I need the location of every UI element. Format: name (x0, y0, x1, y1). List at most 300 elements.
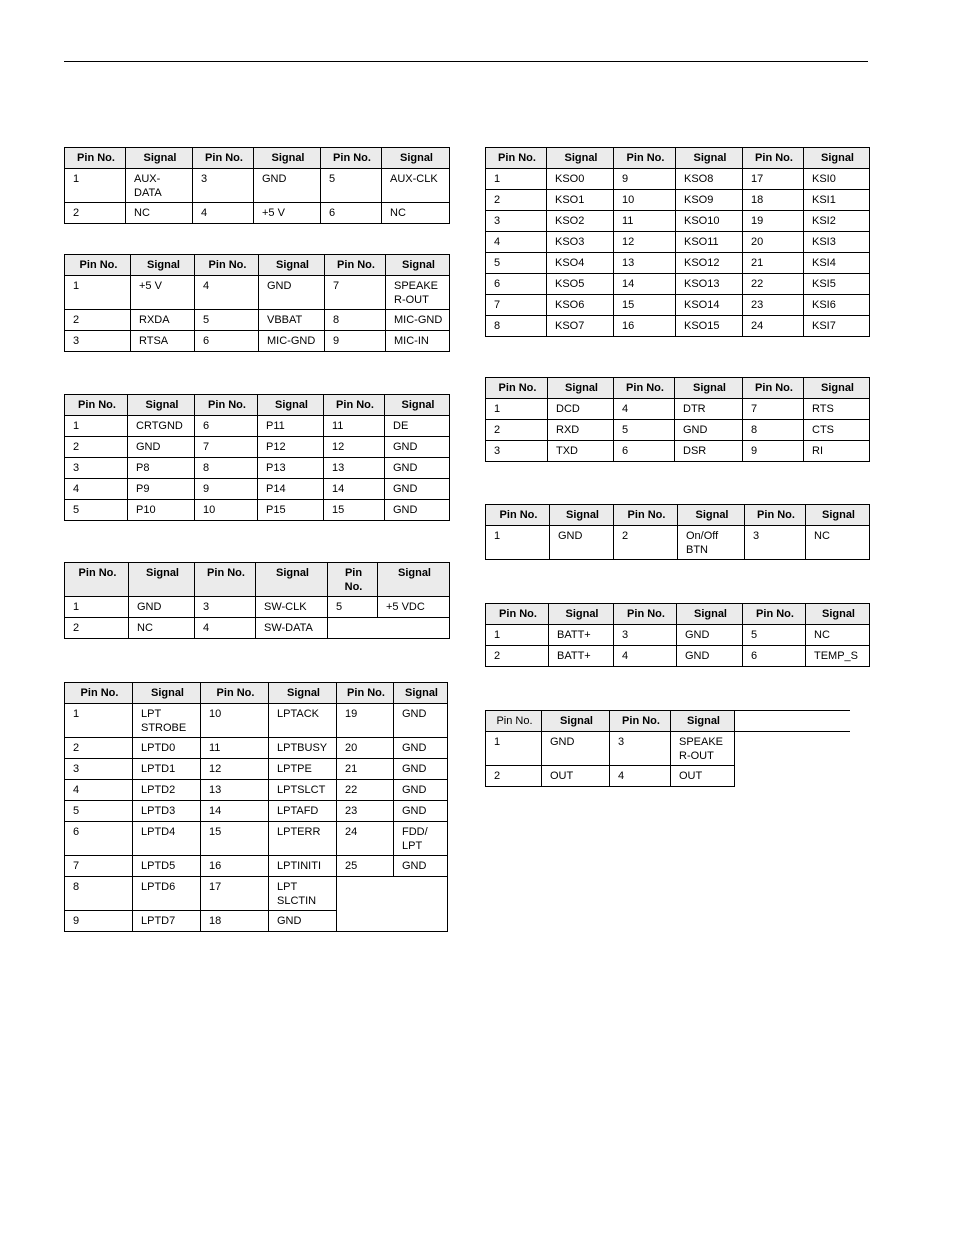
empty-cell (337, 877, 448, 932)
table-cell: 6 (195, 416, 258, 437)
table-cell: KSO7 (547, 316, 614, 337)
table-cell: 4 (65, 479, 128, 500)
table-cell: 9 (743, 441, 804, 462)
table-cell: SPEAKER-OUT (386, 276, 450, 310)
header-cell: Signal (385, 395, 450, 416)
table-cell: GND (128, 437, 195, 458)
table-cell: 6 (743, 646, 806, 667)
table-cell: CTS (804, 420, 870, 441)
table-row (65, 331, 450, 352)
table-cell: 11 (324, 416, 385, 437)
table-cell: P11 (258, 416, 324, 437)
table-cell: 3 (195, 597, 256, 618)
table-cell: 14 (201, 801, 269, 822)
table-cell: 10 (195, 500, 258, 521)
table-cell: LPTINITI (269, 856, 337, 877)
table-cell: 5 (195, 310, 259, 331)
table-cell: 15 (614, 295, 676, 316)
table-cell: DE (385, 416, 450, 437)
table-cell: 19 (743, 211, 804, 232)
table-cell: GND (269, 911, 337, 932)
table-cell: AUX-DATA (126, 169, 193, 203)
table-cell: 21 (743, 253, 804, 274)
table-cell: TEMP_S (806, 646, 870, 667)
table-cell: 14 (324, 479, 385, 500)
header-cell: Pin No. (486, 378, 548, 399)
header-cell: Signal (678, 505, 745, 526)
pin-table-power-button (485, 504, 870, 560)
header-cell: Signal (542, 711, 610, 732)
table-cell: 3 (745, 526, 806, 560)
table-cell: GND (394, 780, 448, 801)
table-cell: 1 (65, 416, 128, 437)
header-cell: Signal (386, 255, 450, 276)
table-cell: 9 (195, 479, 258, 500)
table-cell: 25 (337, 856, 394, 877)
table-cell: 17 (743, 169, 804, 190)
table-row (65, 458, 450, 479)
table-row (486, 441, 870, 462)
table-cell: SW-CLK (256, 597, 328, 618)
table-cell: 2 (486, 766, 542, 787)
table-cell: TXD (548, 441, 614, 462)
table-cell: 3 (614, 625, 677, 646)
table-cell: 7 (65, 856, 133, 877)
table-cell: 14 (614, 274, 676, 295)
header-cell: Signal (394, 683, 448, 704)
header-cell: Signal (671, 711, 735, 732)
table-cell: GND (394, 801, 448, 822)
table-cell: 23 (743, 295, 804, 316)
header-cell: Pin No. (65, 563, 129, 597)
table-cell: KSO3 (547, 232, 614, 253)
table-cell: 4 (486, 232, 547, 253)
header-cell: Pin No. (486, 604, 549, 625)
table-cell: KSO11 (676, 232, 743, 253)
header-cell: Signal (676, 148, 743, 169)
table-cell: 4 (614, 646, 677, 667)
table-cell: GND (394, 759, 448, 780)
table-cell: LPTD1 (133, 759, 201, 780)
pin-table-serial (485, 377, 870, 462)
header-cell: Pin No. (195, 395, 258, 416)
header-cell: Pin No. (614, 604, 677, 625)
table-cell: NC (806, 625, 870, 646)
pin-table-lpt (64, 682, 448, 932)
table-cell: KSO10 (676, 211, 743, 232)
table-row (486, 274, 870, 295)
table-cell: 5 (321, 169, 382, 203)
header-cell: Pin No. (65, 395, 128, 416)
header-cell: Signal (804, 378, 870, 399)
pin-table-crt (64, 394, 450, 521)
header-cell: Pin No. (193, 148, 254, 169)
header-cell: Signal (129, 563, 195, 597)
table-cell: 1 (65, 276, 131, 310)
header-cell: Pin No. (743, 604, 806, 625)
header-cell: Pin No. (614, 148, 676, 169)
table-cell: GND (254, 169, 321, 203)
table-row (65, 738, 448, 759)
table-cell: 5 (65, 801, 133, 822)
table-cell: FDD/ LPT (394, 822, 448, 856)
table-cell: 1 (486, 169, 547, 190)
header-cell: Pin No. (65, 255, 131, 276)
header-cell: Signal (548, 378, 614, 399)
table-cell: OUT (542, 766, 610, 787)
table-row (65, 780, 448, 801)
table-cell: 2 (65, 203, 126, 224)
header-rule (64, 61, 868, 62)
table-cell: 12 (201, 759, 269, 780)
table-cell: 23 (337, 801, 394, 822)
table-cell: 4 (65, 780, 133, 801)
table-cell: 16 (614, 316, 676, 337)
table-cell: +5 VDC (378, 597, 450, 618)
header-cell: Signal (254, 148, 321, 169)
table-cell: NC (129, 618, 195, 639)
table-cell: 1 (486, 399, 548, 420)
table-cell: GND (129, 597, 195, 618)
header-cell: Signal (131, 255, 195, 276)
table-cell: 13 (324, 458, 385, 479)
table-cell: GND (385, 500, 450, 521)
table-row (65, 597, 450, 618)
table-cell: 20 (743, 232, 804, 253)
table-row (486, 190, 870, 211)
table-cell: 1 (65, 597, 129, 618)
header-cell: Pin No. (743, 148, 804, 169)
table-cell: GND (385, 437, 450, 458)
table-cell: 13 (201, 780, 269, 801)
table-cell: 4 (195, 618, 256, 639)
table-cell: 5 (65, 500, 128, 521)
table-cell: 2 (614, 526, 678, 560)
table-row (65, 310, 450, 331)
table-cell: KSI2 (804, 211, 870, 232)
table-cell: LPT SLCTIN (269, 877, 337, 911)
table-cell: 11 (201, 738, 269, 759)
header-cell: Pin No. (337, 683, 394, 704)
table-cell: 18 (743, 190, 804, 211)
header-cell: Signal (378, 563, 450, 597)
table-cell: P14 (258, 479, 324, 500)
header-cell: Signal (806, 604, 870, 625)
table-cell: GND (394, 704, 448, 738)
table-row (65, 169, 450, 203)
header-cell: Pin No. (743, 378, 804, 399)
pin-table-aux (64, 147, 450, 224)
table-cell: 24 (743, 316, 804, 337)
table-cell: 22 (337, 780, 394, 801)
table-cell: VBBAT (259, 310, 325, 331)
header-cell: Pin No. (614, 505, 678, 526)
table-cell: 3 (65, 458, 128, 479)
table-cell: 17 (201, 877, 269, 911)
table-cell: 6 (321, 203, 382, 224)
table-cell: 1 (65, 169, 126, 203)
header-cell: Signal (128, 395, 195, 416)
table-cell: GND (677, 625, 743, 646)
pin-table-modem (64, 254, 450, 352)
table-cell: MIC-GND (386, 310, 450, 331)
table-cell: RXDA (131, 310, 195, 331)
table-cell: LPTAFD (269, 801, 337, 822)
table-row (486, 169, 870, 190)
header-cell: Pin No. (195, 255, 259, 276)
header-cell: Signal (126, 148, 193, 169)
table-row (486, 526, 870, 560)
table-cell: GND (394, 738, 448, 759)
table-cell: 2 (65, 437, 128, 458)
header-cell: Signal (259, 255, 325, 276)
table-cell: 8 (743, 420, 804, 441)
table-cell: LPTSLCT (269, 780, 337, 801)
table-cell: 5 (614, 420, 675, 441)
table-cell: 1 (65, 704, 133, 738)
table-cell: GND (385, 458, 450, 479)
table-cell: 22 (743, 274, 804, 295)
table-row (486, 399, 870, 420)
table-cell: LPT STROBE (133, 704, 201, 738)
table-cell: P8 (128, 458, 195, 479)
table-cell: GND (550, 526, 614, 560)
table-cell: DTR (675, 399, 743, 420)
table-cell: 16 (201, 856, 269, 877)
table-cell: SW-DATA (256, 618, 328, 639)
table-cell: GND (385, 479, 450, 500)
table-cell: OUT (671, 766, 735, 787)
header-cell: Pin No. (486, 148, 547, 169)
pin-table-speaker (485, 710, 850, 787)
header-cell: Signal (133, 683, 201, 704)
table-cell: NC (806, 526, 870, 560)
header-cell: Pin No. (321, 148, 382, 169)
header-cell: Signal (804, 148, 870, 169)
table-cell: KSO2 (547, 211, 614, 232)
table-cell: P12 (258, 437, 324, 458)
header-cell: Pin No. (745, 505, 806, 526)
table-cell: 2 (65, 618, 129, 639)
table-cell: MIC-GND (259, 331, 325, 352)
table-cell: 2 (486, 190, 547, 211)
table-cell: 4 (195, 276, 259, 310)
table-cell: CRTGND (128, 416, 195, 437)
header-cell: Signal (677, 604, 743, 625)
header-cell: Signal (258, 395, 324, 416)
table-cell: GND (259, 276, 325, 310)
table-cell: KSO8 (676, 169, 743, 190)
table-cell: KSO5 (547, 274, 614, 295)
table-cell: 9 (325, 331, 386, 352)
table-cell: 7 (195, 437, 258, 458)
empty-cell (328, 618, 450, 639)
table-cell: KSO13 (676, 274, 743, 295)
table-row (65, 801, 448, 822)
table-cell: 21 (337, 759, 394, 780)
header-cell: Signal (256, 563, 328, 597)
header-cell: Pin No. (325, 255, 386, 276)
table-row (486, 766, 850, 787)
table-cell: KSI4 (804, 253, 870, 274)
table-row (65, 822, 448, 856)
header-cell: Signal (550, 505, 614, 526)
header-cell: Signal (547, 148, 614, 169)
table-cell: KSI1 (804, 190, 870, 211)
table-cell: 3 (486, 441, 548, 462)
table-cell: 3 (486, 211, 547, 232)
table-cell: GND (394, 856, 448, 877)
table-cell: 5 (743, 625, 806, 646)
table-cell: RTS (804, 399, 870, 420)
table-row (486, 316, 870, 337)
table-cell: 1 (486, 732, 542, 766)
table-cell: 4 (193, 203, 254, 224)
table-row (65, 500, 450, 521)
table-cell: GND (542, 732, 610, 766)
table-cell: 19 (337, 704, 394, 738)
table-cell: 3 (65, 331, 131, 352)
pin-table-battery (485, 603, 870, 667)
table-cell: AUX-CLK (382, 169, 450, 203)
header-cell: Pin No. (65, 148, 126, 169)
header-cell: Signal (549, 604, 614, 625)
table-cell: 15 (324, 500, 385, 521)
table-cell: 2 (486, 646, 549, 667)
table-row (65, 618, 450, 639)
table-cell: KSO14 (676, 295, 743, 316)
table-cell: KSO9 (676, 190, 743, 211)
header-cell: Signal (806, 505, 870, 526)
header-cell: Pin No. (486, 505, 550, 526)
table-row (486, 232, 870, 253)
table-cell: LPTD7 (133, 911, 201, 932)
table-cell: 18 (201, 911, 269, 932)
table-cell: 8 (325, 310, 386, 331)
table-cell: KSO12 (676, 253, 743, 274)
header-cell: Pin No. (201, 683, 269, 704)
table-cell: 2 (486, 420, 548, 441)
table-cell: 5 (486, 253, 547, 274)
header-cell: Pin No. (486, 711, 542, 732)
table-cell: DSR (675, 441, 743, 462)
table-cell: 5 (328, 597, 378, 618)
table-row (486, 211, 870, 232)
empty-cell (735, 711, 850, 732)
table-cell: KSI7 (804, 316, 870, 337)
table-row (65, 437, 450, 458)
table-cell: LPTD2 (133, 780, 201, 801)
table-cell: 6 (486, 274, 547, 295)
table-row (65, 704, 448, 738)
table-row (486, 646, 870, 667)
header-cell: Pin No. (195, 563, 256, 597)
table-cell: 9 (65, 911, 133, 932)
table-cell: BATT+ (549, 646, 614, 667)
table-cell: 2 (65, 738, 133, 759)
table-row (65, 479, 450, 500)
table-row (486, 625, 870, 646)
table-cell: KSO4 (547, 253, 614, 274)
table-cell: KSI0 (804, 169, 870, 190)
table-cell: 12 (324, 437, 385, 458)
table-cell: 7 (486, 295, 547, 316)
table-row (486, 420, 870, 441)
table-cell: +5 V (131, 276, 195, 310)
table-cell: P15 (258, 500, 324, 521)
header-cell: Signal (382, 148, 450, 169)
table-row (486, 295, 870, 316)
table-cell: DCD (548, 399, 614, 420)
pin-table-sw (64, 562, 450, 639)
table-cell: 1 (486, 526, 550, 560)
table-cell: P9 (128, 479, 195, 500)
table-cell: RTSA (131, 331, 195, 352)
header-cell: Pin No. (614, 378, 675, 399)
table-cell: P10 (128, 500, 195, 521)
table-cell: LPTD3 (133, 801, 201, 822)
table-cell: NC (126, 203, 193, 224)
table-cell: BATT+ (549, 625, 614, 646)
table-cell: LPTBUSY (269, 738, 337, 759)
table-row (65, 759, 448, 780)
table-cell: GND (675, 420, 743, 441)
table-cell: RI (804, 441, 870, 462)
table-cell: 3 (65, 759, 133, 780)
table-cell: SPEAKER-OUT (671, 732, 735, 766)
table-row (486, 253, 870, 274)
table-cell: 8 (195, 458, 258, 479)
table-cell: LPTD5 (133, 856, 201, 877)
table-cell: 8 (486, 316, 547, 337)
table-cell: On/Off BTN (678, 526, 745, 560)
table-cell: P13 (258, 458, 324, 479)
table-cell: 6 (614, 441, 675, 462)
table-cell: 3 (193, 169, 254, 203)
table-cell: LPTD4 (133, 822, 201, 856)
table-cell: 9 (614, 169, 676, 190)
table-row (65, 203, 450, 224)
header-cell: Pin No. (610, 711, 671, 732)
table-cell: LPTD0 (133, 738, 201, 759)
table-row (65, 276, 450, 310)
table-cell: 7 (743, 399, 804, 420)
table-cell: 8 (65, 877, 133, 911)
header-cell: Pin No. (328, 563, 378, 597)
table-cell: 6 (195, 331, 259, 352)
pin-table-keyboard (485, 147, 870, 337)
table-cell: 15 (201, 822, 269, 856)
table-cell: KSO6 (547, 295, 614, 316)
table-cell: 12 (614, 232, 676, 253)
header-cell: Signal (675, 378, 743, 399)
table-cell: KSO1 (547, 190, 614, 211)
table-cell: LPTPE (269, 759, 337, 780)
table-cell: LPTERR (269, 822, 337, 856)
table-row (65, 856, 448, 877)
table-cell: +5 V (254, 203, 321, 224)
table-cell: 24 (337, 822, 394, 856)
table-cell: 4 (614, 399, 675, 420)
table-cell: GND (677, 646, 743, 667)
table-cell: 7 (325, 276, 386, 310)
table-cell: 13 (614, 253, 676, 274)
table-cell: 4 (610, 766, 671, 787)
header-cell: Signal (269, 683, 337, 704)
table-cell: 2 (65, 310, 131, 331)
table-row (486, 732, 850, 766)
table-cell: 20 (337, 738, 394, 759)
